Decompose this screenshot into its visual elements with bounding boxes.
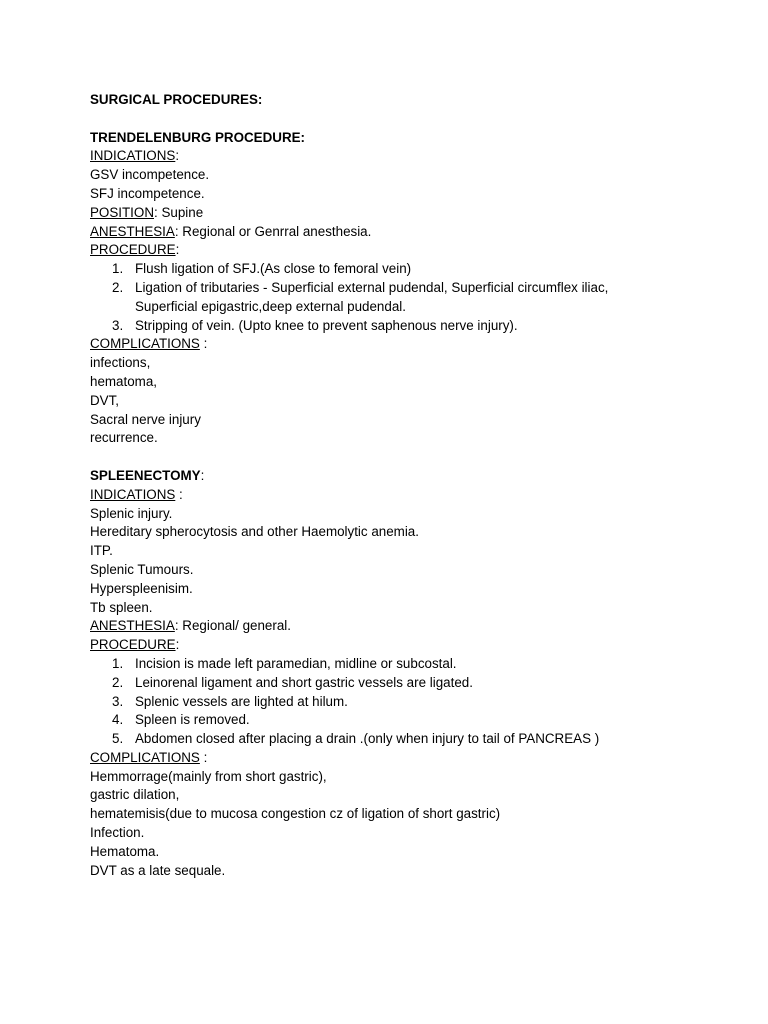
- indication-item: Tb spleen.: [90, 599, 153, 615]
- step-text: Flush ligation of SFJ.(As close to femoral vein): [135, 261, 412, 277]
- trendelenburg-complications-line: [90, 335, 730, 354]
- complication-item: Sacral nerve injury: [90, 411, 201, 427]
- trendelenburg-heading: TRENDELENBURG PROCEDURE:: [90, 129, 306, 145]
- indication-item: Splenic Tumours.: [90, 561, 194, 577]
- indications-label: INDICATIONS: [90, 148, 176, 164]
- document-body: [90, 91, 730, 880]
- anesthesia-value: : Regional or Genrral anesthesia.: [174, 223, 372, 239]
- procedure-step: [90, 693, 730, 712]
- spleenectomy-procedure-line: [90, 636, 730, 655]
- spleenectomy-complications-line: [90, 749, 730, 768]
- complication-item: hematemisis(due to mucosa congestion cz of ligation of short gastric): [90, 806, 501, 822]
- step-text: Splenic vessels are lighted at hilum.: [135, 693, 348, 709]
- anesthesia-label: ANESTHESIA: [90, 618, 175, 634]
- anesthesia-label: ANESTHESIA: [90, 223, 175, 239]
- procedure-step: [90, 317, 730, 336]
- complication-item: DVT as a late sequale.: [90, 862, 226, 878]
- procedure-step: [90, 711, 730, 730]
- indication-item: Splenic injury.: [90, 505, 173, 521]
- procedure-suffix: :: [175, 637, 180, 653]
- step-text: Incision is made left paramedian, midline or subcostal.: [135, 655, 457, 671]
- procedure-step-continuation: Superficial epigastric,deep external pudendal.: [135, 298, 406, 314]
- blank-line: [90, 448, 730, 467]
- blank-line: [90, 110, 730, 129]
- complication-item: infections,: [90, 355, 151, 371]
- spleenectomy-heading: SPLEENECTOMY: [90, 467, 201, 483]
- complication-item: recurrence.: [90, 430, 158, 446]
- indication-item: ITP.: [90, 543, 113, 559]
- step-number: 5.: [112, 731, 124, 747]
- trendelenburg-position-line: [90, 204, 730, 223]
- procedure-label: PROCEDURE: [90, 242, 176, 258]
- step-number: 2.: [112, 279, 124, 295]
- step-text: Stripping of vein. (Upto knee to prevent saphenous nerve injury).: [135, 317, 518, 333]
- indications-label: INDICATIONS: [90, 486, 176, 502]
- trendelenburg-procedure-line: [90, 241, 730, 260]
- complications-suffix: :: [199, 336, 208, 352]
- procedure-step: [90, 730, 730, 749]
- step-number: 4.: [112, 712, 124, 728]
- position-label: POSITION: [90, 204, 154, 220]
- indications-suffix: :: [175, 486, 183, 502]
- procedure-suffix: :: [175, 242, 180, 258]
- step-text: Spleen is removed.: [135, 712, 250, 728]
- procedure-step: [90, 655, 730, 674]
- complication-item: Infection.: [90, 825, 145, 841]
- complication-item: gastric dilation,: [90, 787, 180, 803]
- step-number: 1.: [112, 655, 124, 671]
- complication-item: DVT,: [90, 392, 120, 408]
- step-text: Leinorenal ligament and short gastric vessels are ligated.: [135, 674, 473, 690]
- indications-suffix: :: [175, 148, 180, 164]
- step-number: 3.: [112, 317, 124, 333]
- complication-item: Hematoma.: [90, 843, 160, 859]
- step-number: 2.: [112, 674, 124, 690]
- complications-suffix: :: [199, 749, 208, 765]
- spleenectomy-heading-line: [90, 467, 730, 486]
- procedure-label: PROCEDURE: [90, 637, 176, 653]
- step-text: Ligation of tributaries - Superficial external pudendal, Superficial circumflex iliac,: [135, 279, 609, 295]
- complications-label: COMPLICATIONS: [90, 336, 200, 352]
- procedure-step: [90, 674, 730, 693]
- spleenectomy-anesthesia-line: [90, 617, 730, 636]
- complication-item: Hemmorrage(mainly from short gastric),: [90, 768, 327, 784]
- anesthesia-value: : Regional/ general.: [174, 618, 291, 634]
- trendelenburg-anesthesia-line: [90, 223, 730, 242]
- trendelenburg-indications-line: [90, 147, 730, 166]
- procedure-step: [90, 279, 730, 298]
- step-number: 3.: [112, 693, 124, 709]
- indication-item: Hyperspleenisim.: [90, 580, 193, 596]
- indication-item: Hereditary spherocytosis and other Haemolytic anemia.: [90, 524, 419, 540]
- step-text: Abdomen closed after placing a drain .(only when injury to tail of PANCREAS ): [135, 731, 600, 747]
- spleenectomy-indications-line: [90, 486, 730, 505]
- position-value: : Supine: [154, 204, 204, 220]
- complication-item: hematoma,: [90, 373, 157, 389]
- complications-label: COMPLICATIONS: [90, 749, 200, 765]
- indication-item: GSV incompetence.: [90, 167, 210, 183]
- heading-suffix: :: [200, 467, 205, 483]
- indication-item: SFJ incompetence.: [90, 185, 205, 201]
- step-number: 1.: [112, 261, 124, 277]
- procedure-step: [90, 260, 730, 279]
- document-title: SURGICAL PROCEDURES:: [90, 92, 263, 107]
